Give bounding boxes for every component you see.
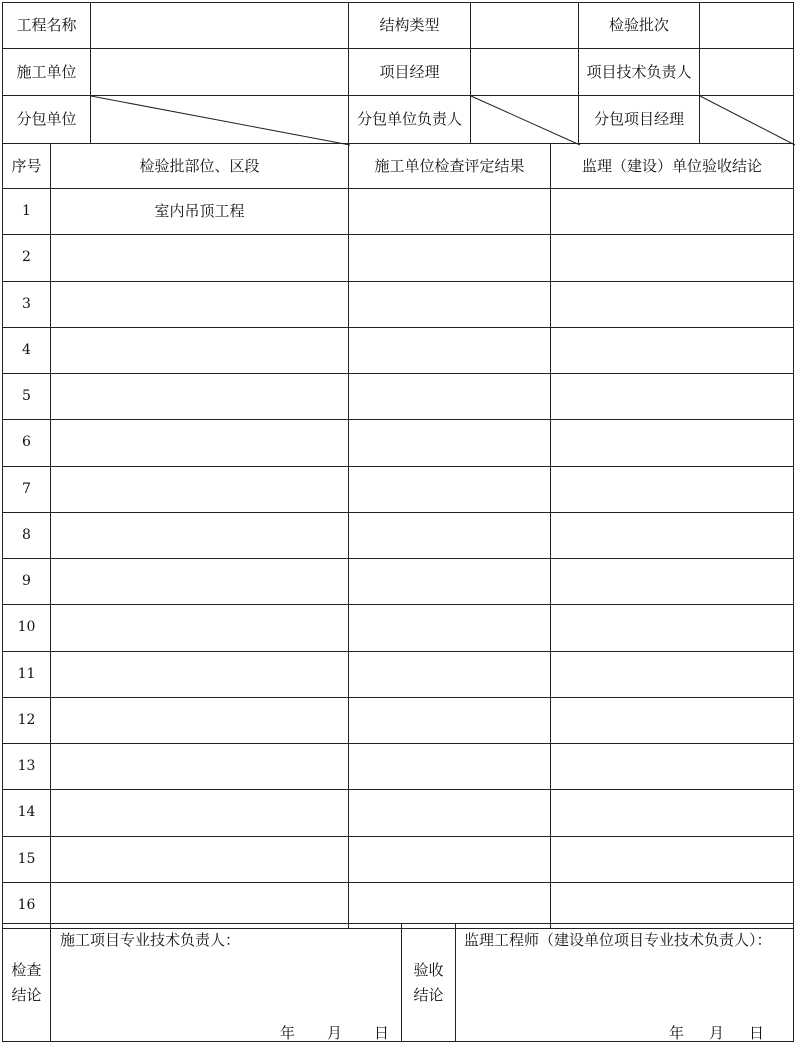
check-date-day: 日 <box>374 1024 390 1042</box>
row-section[interactable] <box>50 419 349 467</box>
row-result[interactable] <box>348 836 551 883</box>
row-result[interactable] <box>348 789 551 837</box>
project-name-label: 工程名称 <box>2 2 91 49</box>
row-conclusion[interactable] <box>550 836 794 883</box>
row-conclusion[interactable] <box>550 697 794 744</box>
row-number: 6 <box>2 419 51 467</box>
row-result[interactable] <box>348 188 551 235</box>
row-number: 11 <box>2 651 51 698</box>
accept-date-year: 年 <box>669 1024 685 1042</box>
construction-unit-label: 施工单位 <box>2 48 91 96</box>
row-conclusion[interactable] <box>550 789 794 837</box>
row-number: 9 <box>2 558 51 605</box>
row-result[interactable] <box>348 558 551 605</box>
row-section[interactable] <box>50 327 349 374</box>
row-number: 8 <box>2 512 51 559</box>
check-label-line1: 检查 <box>11 960 42 979</box>
batch-count-field[interactable] <box>699 2 794 49</box>
row-result[interactable] <box>348 466 551 513</box>
accept-date <box>669 1022 764 1043</box>
col-header-section: 检验批部位、区段 <box>50 143 349 189</box>
check-date <box>280 1022 389 1043</box>
subcontractor-lead-field-struck <box>470 95 579 144</box>
row-section[interactable] <box>50 697 349 744</box>
tech-lead-label: 项目技术负责人 <box>578 48 700 96</box>
row-conclusion[interactable] <box>550 512 794 559</box>
subcontractor-lead-label: 分包单位负责人 <box>348 95 471 144</box>
subcontractor-pm-label: 分包项目经理 <box>578 95 700 144</box>
row-result[interactable] <box>348 327 551 374</box>
row-result[interactable] <box>348 697 551 744</box>
row-conclusion[interactable] <box>550 558 794 605</box>
project-name-field[interactable] <box>90 2 349 49</box>
row-conclusion[interactable] <box>550 234 794 282</box>
col-header-no: 序号 <box>2 143 51 189</box>
row-result[interactable] <box>348 281 551 328</box>
row-number: 4 <box>2 327 51 374</box>
check-date-month: 月 <box>327 1024 343 1042</box>
row-conclusion[interactable] <box>550 373 794 420</box>
row-section[interactable]: 室内吊顶工程 <box>50 188 349 235</box>
inspection-form <box>2 2 794 1042</box>
row-section[interactable] <box>50 882 349 929</box>
row-conclusion[interactable] <box>550 188 794 235</box>
row-conclusion[interactable] <box>550 651 794 698</box>
accept-date-month: 月 <box>709 1024 725 1042</box>
accept-label-line1: 验收 <box>413 960 444 979</box>
row-conclusion[interactable] <box>550 743 794 790</box>
row-number: 3 <box>2 281 51 328</box>
accept-date-day: 日 <box>749 1024 765 1042</box>
structure-type-field[interactable] <box>470 2 579 49</box>
accept-label-line2: 结论 <box>413 985 444 1004</box>
check-date-year: 年 <box>280 1024 296 1042</box>
diagonal-strike <box>471 96 580 145</box>
row-section[interactable] <box>50 651 349 698</box>
row-conclusion[interactable] <box>550 882 794 929</box>
row-number: 1 <box>2 188 51 235</box>
row-section[interactable] <box>50 836 349 883</box>
subcontractor-pm-field-struck <box>699 95 794 144</box>
row-number: 12 <box>2 697 51 744</box>
row-result[interactable] <box>348 512 551 559</box>
construction-unit-field[interactable] <box>90 48 349 96</box>
row-conclusion[interactable] <box>550 466 794 513</box>
subcontractor-label: 分包单位 <box>2 95 91 144</box>
row-result[interactable] <box>348 604 551 652</box>
row-result[interactable] <box>348 743 551 790</box>
row-section[interactable] <box>50 604 349 652</box>
row-section[interactable] <box>50 558 349 605</box>
structure-type-label: 结构类型 <box>348 2 471 49</box>
row-result[interactable] <box>348 234 551 282</box>
row-section[interactable] <box>50 466 349 513</box>
row-result[interactable] <box>348 651 551 698</box>
row-number: 15 <box>2 836 51 883</box>
row-section[interactable] <box>50 789 349 837</box>
row-conclusion[interactable] <box>550 419 794 467</box>
row-number: 14 <box>2 789 51 837</box>
tech-lead-field[interactable] <box>699 48 794 96</box>
col-header-conclusion: 监理（建设）单位验收结论 <box>550 143 794 189</box>
subcontractor-field-struck <box>90 95 349 144</box>
row-conclusion[interactable] <box>550 604 794 652</box>
row-section[interactable] <box>50 234 349 282</box>
row-section[interactable] <box>50 281 349 328</box>
row-conclusion[interactable] <box>550 327 794 374</box>
diagonal-strike <box>700 96 795 145</box>
row-result[interactable] <box>348 373 551 420</box>
accept-signer-label: 监理工程师（建设单位项目专业技术负责人）： <box>464 931 772 949</box>
project-manager-field[interactable] <box>470 48 579 96</box>
project-manager-label: 项目经理 <box>348 48 471 96</box>
row-number: 16 <box>2 882 51 929</box>
diagonal-strike <box>91 96 350 145</box>
row-number: 2 <box>2 234 51 282</box>
row-number: 13 <box>2 743 51 790</box>
check-signer-label: 施工项目专业技术负责人： <box>60 931 241 949</box>
row-number: 7 <box>2 466 51 513</box>
row-number: 5 <box>2 373 51 420</box>
row-result[interactable] <box>348 882 551 929</box>
row-section[interactable] <box>50 373 349 420</box>
col-header-result: 施工单位检查评定结果 <box>348 143 551 189</box>
check-label-line2: 结论 <box>11 985 42 1004</box>
row-section[interactable] <box>50 512 349 559</box>
row-conclusion[interactable] <box>550 281 794 328</box>
accept-conclusion-label <box>401 923 456 1042</box>
batch-count-label: 检验批次 <box>578 2 700 49</box>
row-section[interactable] <box>50 743 349 790</box>
check-conclusion-label <box>2 923 51 1042</box>
row-result[interactable] <box>348 419 551 467</box>
row-number: 10 <box>2 604 51 652</box>
